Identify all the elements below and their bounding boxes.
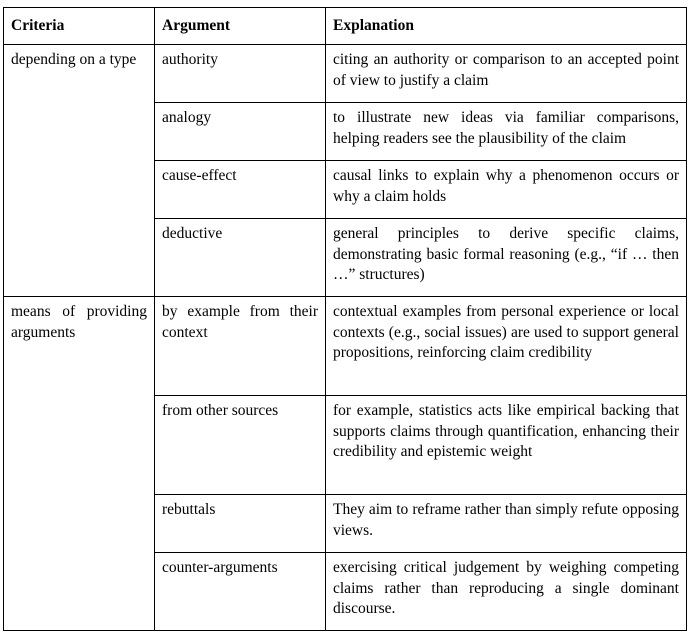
argument-cell: analogy: [155, 103, 326, 161]
explanation-cell: contextual examples from personal experience or local contexts (e.g., social issues) are used to support general propositions, reinforcing claim credibility: [326, 297, 687, 396]
table-row: [4, 297, 687, 396]
argument-criteria-table: [3, 7, 687, 631]
argument-cell: cause-effect: [155, 161, 326, 219]
header-criteria: Criteria: [4, 8, 155, 45]
argument-cell: deductive: [155, 219, 326, 297]
explanation-cell: citing an authority or comparison to an accepted point of view to justify a claim: [326, 45, 687, 103]
explanation-cell: general principles to derive specific claims, demonstrating basic formal reasoning (e.g., “if … then …” structures): [326, 219, 687, 297]
explanation-cell: for example, statistics acts like empirical backing that supports claims through quantification, enhancing their credibility and epistemic weight: [326, 396, 687, 495]
criteria-cell-means: means of providing arguments: [4, 297, 155, 631]
header-explanation: Explanation: [326, 8, 687, 45]
explanation-cell: to illustrate new ideas via familiar comparisons, helping readers see the plausibility of the claim: [326, 103, 687, 161]
table-header-row: [4, 8, 687, 45]
explanation-cell: They aim to reframe rather than simply refute opposing views.: [326, 495, 687, 553]
argument-cell: rebuttals: [155, 495, 326, 553]
argument-cell: authority: [155, 45, 326, 103]
criteria-cell-type: depending on a type: [4, 45, 155, 297]
header-argument: Argument: [155, 8, 326, 45]
explanation-cell: exercising critical judgement by weighing competing claims rather than reproducing a single dominant discourse.: [326, 553, 687, 631]
argument-cell: counter-arguments: [155, 553, 326, 631]
argument-cell: from other sources: [155, 396, 326, 495]
argument-cell: by example from their context: [155, 297, 326, 396]
explanation-cell: causal links to explain why a phenomenon occurs or why a claim holds: [326, 161, 687, 219]
table-row: [4, 45, 687, 103]
